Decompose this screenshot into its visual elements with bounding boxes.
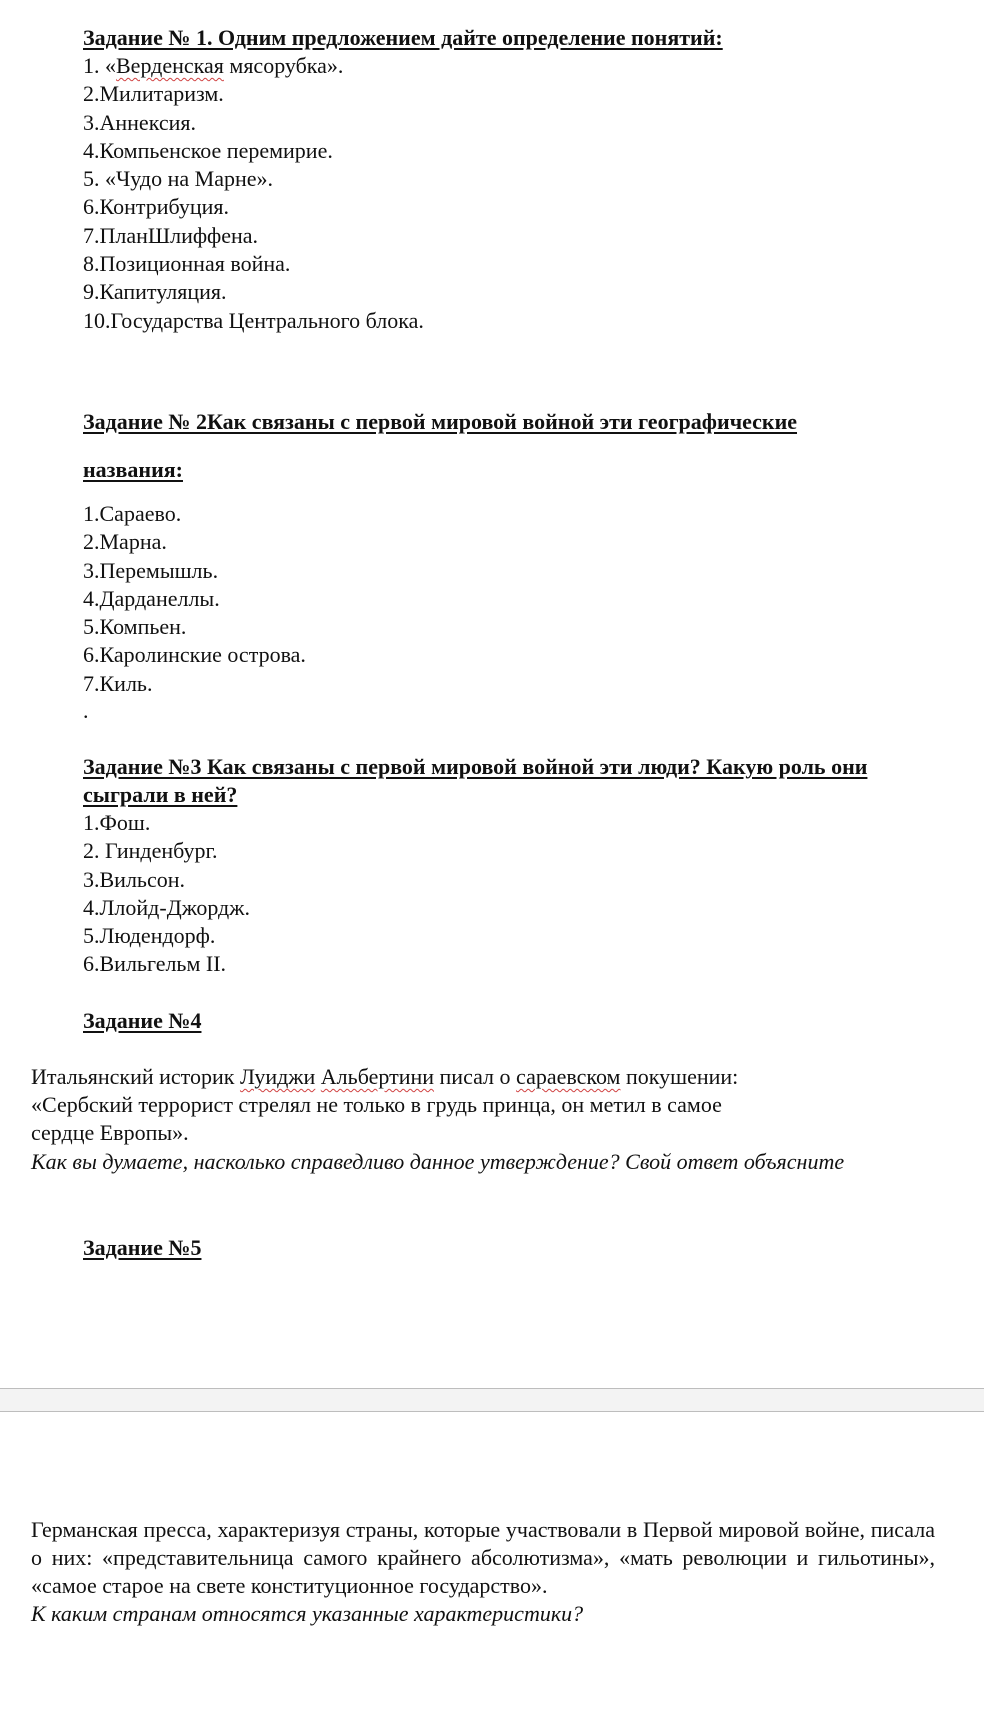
list-item: 2.Марна. xyxy=(83,529,167,555)
task4-heading: Задание №4 xyxy=(83,1008,202,1033)
list-item: 9.Капитуляция. xyxy=(83,279,227,305)
list-item: 2. Гинденбург. xyxy=(83,838,218,864)
trailing-dot: . xyxy=(83,698,89,723)
list-item: 4.Компьенское перемирие. xyxy=(83,137,333,163)
task5-text: Германская пресса, характеризуя страны, которые участвовали в Первой мировой войне, писала о них: «представительница самого крайнего абсолютизма», «мать революции и гильотины», «самое старое на свете конституционное государство». xyxy=(31,1517,935,1598)
list-item: 6.Контрибуция. xyxy=(83,194,230,220)
list-item: 4.Ллойд-Джордж. xyxy=(83,894,250,920)
document-page-2 xyxy=(0,1412,984,1730)
task5-heading: Задание №5 xyxy=(83,1235,202,1260)
list-item: 7.ПланШлиффена. xyxy=(83,222,259,248)
list-item: 1.Сараево. xyxy=(83,501,182,526)
list-item: 1. «Верденская мясорубка». xyxy=(83,53,344,78)
list-item: 2.Милитаризм. xyxy=(83,81,224,107)
task3-list xyxy=(83,809,250,979)
task3-heading: Задание №3 Как связаны с первой мировой войной эти люди? Какую роль они сыграли в ней? xyxy=(83,754,868,807)
list-item: 5.Компьен. xyxy=(83,614,187,640)
list-item: 6.Вильгельм II. xyxy=(83,951,227,977)
list-item: 5.Людендорф. xyxy=(83,923,216,949)
list-item: 10.Государства Центрального блока. xyxy=(83,307,424,333)
task2-list xyxy=(83,500,306,698)
task1-heading: Задание № 1. Одним предложением дайте определение понятий: xyxy=(83,25,723,50)
list-item: 8.Позиционная война. xyxy=(83,251,291,277)
task4-paragraph: Итальянский историк Луиджи Альбертини писал о сараевском покушении: «Сербский террорист стрелял не только в грудь принца, он метил в самое сердце Европы». xyxy=(31,1064,739,1145)
list-item: 3.Аннексия. xyxy=(83,109,196,135)
task2-heading-line1: Задание № 2Как связаны с первой мировой войной эти географические xyxy=(83,409,798,434)
task2-heading-line2: названия: xyxy=(83,457,183,482)
list-item: 3.Перемышль. xyxy=(83,557,219,583)
list-item: 1.Фош. xyxy=(83,810,151,835)
task5-question: К каким странам относятся указанные характеристики? xyxy=(31,1601,584,1626)
task1-list xyxy=(83,52,424,335)
list-item: 3.Вильсон. xyxy=(83,866,185,892)
list-item: 4.Дарданеллы. xyxy=(83,585,220,611)
list-item: 7.Киль. xyxy=(83,670,153,696)
list-item: 6.Каролинские острова. xyxy=(83,642,306,668)
page-break xyxy=(0,1388,984,1412)
list-item: 5. «Чудо на Марне». xyxy=(83,166,274,192)
task4-question: Как вы думаете, насколько справедливо данное утверждение? Свой ответ объясните xyxy=(31,1149,845,1174)
